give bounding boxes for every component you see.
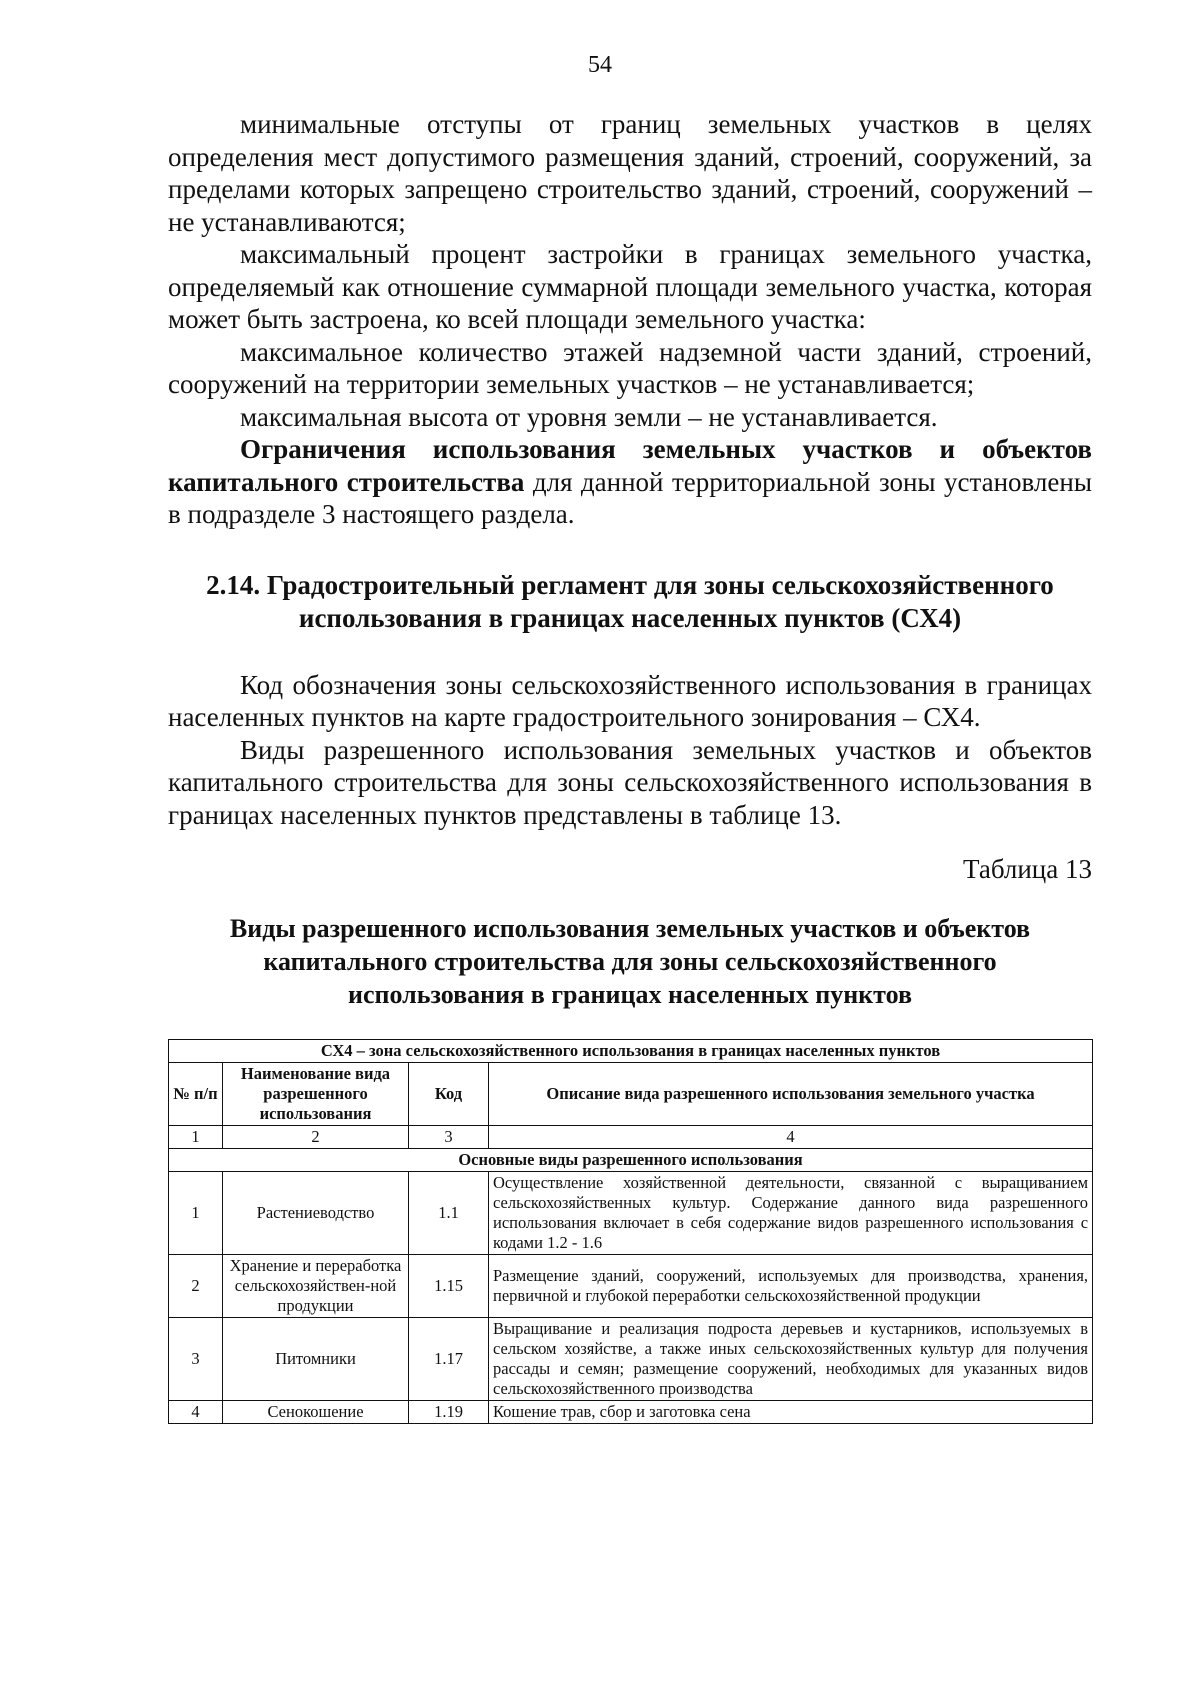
table-header-row (169, 1063, 1093, 1126)
paragraph-permitted-uses: Виды разрешенного использования земельных участков и объектов капитального строительства для зоны сельскохозяйственного использования в границах населенных пунктов представлены в таблице 13. (168, 734, 1092, 830)
row-code: 1.17 (409, 1318, 489, 1401)
zone-caption: СХ4 – зона сельскохозяйственного использования в границах населенных пунктов (169, 1040, 1093, 1063)
table-row (169, 1318, 1093, 1401)
row-name: Сенокошение (223, 1401, 409, 1424)
zone-caption-row (169, 1040, 1093, 1063)
section-heading (168, 569, 1092, 635)
table-label: Таблица 13 (963, 854, 1092, 884)
table-title-line: Виды разрешенного использования земельных участков и объектов (229, 914, 1031, 943)
row-code: 1.19 (409, 1401, 489, 1424)
section-heading-line: 2.14. Градостроительный регламент для зоны сельскохозяйственного (206, 569, 1054, 600)
table-title (168, 912, 1092, 1011)
column-number: 1 (169, 1126, 223, 1149)
column-number-row (169, 1126, 1093, 1149)
paragraph-max-floors: максимальное количество этажей надземной части зданий, строений, сооружений на территории земельных участков – не устанавливается; (168, 336, 1092, 399)
row-description: Выращивание и реализация подроста деревьев и кустарников, используемых в сельском хозяйстве, а также иных сельскохозяйственных культур для получения рассады и семян; размещение сооружений, необходимых для указанных видов сельскохозяйственного производства (489, 1318, 1093, 1401)
paragraph-max-height: максимальная высота от уровня земли – не устанавливается. (240, 401, 938, 432)
row-name: Хранение и переработка сельскохозяйствен-ной продукции (223, 1255, 409, 1318)
table-section-row (169, 1149, 1093, 1172)
table-title-line: использования в границах населенных пунктов (348, 980, 912, 1009)
table-section-title: Основные виды разрешенного использования (169, 1149, 1093, 1172)
restrictions-text: для данной территориальной зоны установлены в подразделе 3 настоящего раздела. (168, 466, 1092, 529)
table-row (169, 1172, 1093, 1255)
paragraph-restrictions (168, 433, 1092, 531)
document-body (168, 108, 1092, 1424)
paragraph-setbacks: минимальные отступы от границ земельных участков в целях определения мест допустимого размещения зданий, строений, сооружений, за пределами которых запрещено строительство зданий, строений, сооружений – не устанавливаются; (168, 109, 1092, 237)
table-title-line: капитального строительства для зоны сельскохозяйственного (263, 947, 997, 976)
header-name: Наименование вида разрешенного использования (223, 1063, 409, 1126)
table-row (169, 1255, 1093, 1318)
header-description: Описание вида разрешенного использования земельного участка (489, 1063, 1093, 1126)
row-num: 3 (169, 1318, 223, 1401)
header-num: № п/п (169, 1063, 223, 1126)
column-number: 3 (409, 1126, 489, 1149)
row-description: Размещение зданий, сооружений, используемых для производства, хранения, первичной и глубокой переработки сельскохозяйственной продукции (489, 1255, 1093, 1318)
row-name: Питомники (223, 1318, 409, 1401)
row-code: 1.1 (409, 1172, 489, 1255)
permitted-uses-table (168, 1039, 1093, 1424)
page-number: 54 (588, 52, 612, 78)
column-number: 2 (223, 1126, 409, 1149)
row-num: 2 (169, 1255, 223, 1318)
row-code: 1.15 (409, 1255, 489, 1318)
row-num: 1 (169, 1172, 223, 1255)
row-name: Растениеводство (223, 1172, 409, 1255)
table-row (169, 1401, 1093, 1424)
section-heading-line: использования в границах населенных пунктов (СХ4) (298, 602, 962, 633)
paragraph-zone-code: Код обозначения зоны сельскохозяйственного использования в границах населенных пунктов на карте градостроительного зонирования – СХ4. (168, 669, 1092, 732)
restrictions-bold-text: Ограничения использования земельных участков и объектов капитального строительства (168, 434, 1092, 497)
paragraph-max-coverage: максимальный процент застройки в границах земельного участка, определяемый как отношение суммарной площади земельного участка, которая может быть застроена, ко всей площади земельного участка: (168, 239, 1092, 334)
column-number: 4 (489, 1126, 1093, 1149)
row-description: Осуществление хозяйственной деятельности, связанной с выращиванием сельскохозяйственных культур. Содержание данного вида разрешенного использования включает в себя содержание видов разрешенного использования с кодами 1.2 - 1.6 (489, 1172, 1093, 1255)
row-description: Кошение трав, сбор и заготовка сена (489, 1401, 1093, 1424)
row-num: 4 (169, 1401, 223, 1424)
header-code: Код (409, 1063, 489, 1126)
